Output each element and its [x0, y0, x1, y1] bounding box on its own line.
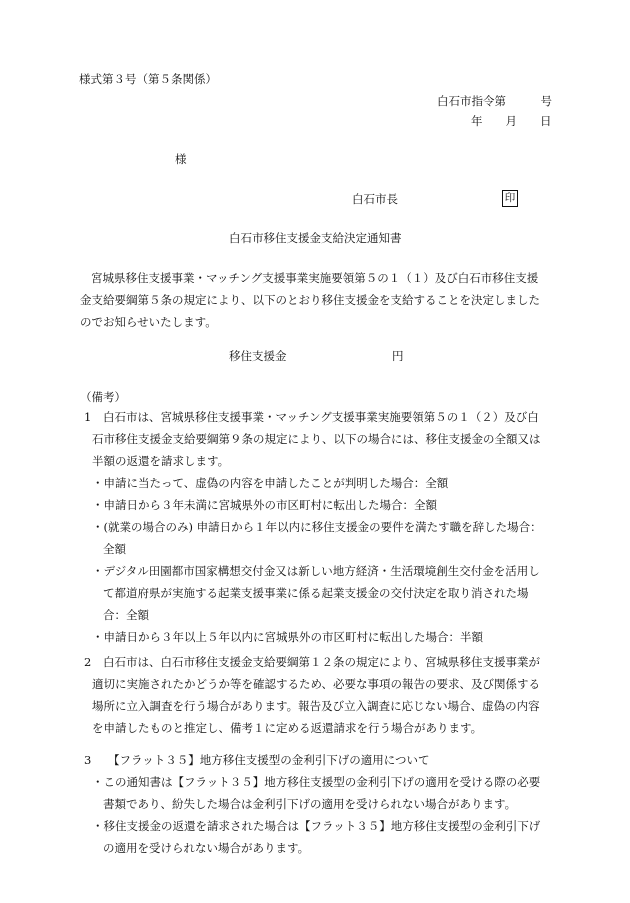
bullet-line: ・申請日から３年以上５年以内に宮城県外の市区町村に転出した場合：半額 [92, 630, 483, 644]
bullet-line: の適用を受けられない場合があります。 [103, 841, 310, 855]
amount-label: 移住支援金 [229, 349, 287, 363]
bullet-line: ・この通知書は【フラット３５】地方移住支援型の金利引下げの適用を受ける際の必要 [92, 775, 541, 789]
note-2-line: を申請したものと推定し、備考１に定める返還請求を行う場合があります。 [92, 721, 483, 735]
note-2-line: 適切に実施されたかどうか等を確認するため、必要な事項の報告の要求、及び関係する [92, 677, 541, 691]
note-3-bullets [92, 771, 540, 859]
bullet-line: 全額 [103, 542, 126, 556]
addressee-suffix: 様 [175, 152, 187, 166]
bullet-line: ・申請日から３年未満に宮城県外の市区町村に転出した場合：全額 [92, 498, 437, 512]
note-2-line: 白石市は、白石市移住支援金支給要綱第１２条の規定により、宮城県移住支援事業が [103, 655, 540, 669]
bullet-line: ・デジタル田園都市国家構想交付金又は新しい地方経済・生活環境創生交付金を活用し [92, 564, 540, 578]
form-label: 様式第３号（第５条関係） [79, 72, 217, 86]
bullet-line: て都道府県が実施する起業支援事業に係る起業支援金の交付決定を取り消された場 [103, 586, 529, 600]
issuer-name: 白石市長 [352, 192, 398, 206]
notes-heading: （備考） [80, 390, 126, 404]
note-3-number: 3 [84, 753, 92, 767]
note-1-line: 白石市は、宮城県移住支援事業・マッチング支援事業実施要領第５の１（２）及び白 [103, 410, 539, 424]
note-1-number: 1 [84, 410, 92, 424]
body-line: 宮城県移住支援事業・マッチング支援事業実施要領第５の１（１）及び白石市移住支援 [91, 271, 539, 285]
note-3-heading: 【フラット３５】地方移住支援型の金利引下げの適用について [108, 753, 430, 767]
bullet-line: 書類であり、紛失した場合は金利引下げの適用を受けられない場合があります。 [103, 797, 517, 811]
body-line: 金支給要綱第５条の規定により、以下のとおり移住支援金を支給することを決定しました [80, 293, 540, 307]
seal-mark: 印 [502, 190, 518, 207]
note-2-number: 2 [84, 655, 92, 669]
bullet-line: ・(就業の場合のみ) 申請日から１年以内に移住支援金の要件を満たす職を辞した場合： [92, 520, 542, 534]
note-2-line: 場所に立入調査を行う場合があります。報告及び立入調査に応じない場合、虚偽の内容 [92, 699, 540, 713]
body-line: のでお知らせいたします。 [80, 315, 217, 329]
note-1-line: 半額の返還を請求します。 [92, 454, 230, 468]
note-1 [92, 406, 541, 472]
bullet-line: 合：全額 [103, 608, 149, 622]
issue-date: 年 月 日 [471, 114, 552, 128]
note-2 [92, 651, 541, 739]
note-1-line: 石市移住支援金支給要綱第９条の規定により、以下の場合には、移住支援金の全額又は [92, 432, 541, 446]
doc-number: 白石市指令第 号 [437, 94, 552, 108]
amount-unit: 円 [392, 349, 404, 363]
document-title: 白石市移住支援金支給決定通知書 [229, 231, 402, 245]
body-paragraph [80, 267, 540, 333]
bullet-line: ・移住支援金の返還を請求された場合は【フラット３５】地方移住支援型の金利引下げ [92, 819, 541, 833]
bullet-line: ・申請に当たって、虚偽の内容を申請したことが判明した場合：全額 [92, 476, 449, 490]
note-1-bullets [92, 472, 542, 648]
